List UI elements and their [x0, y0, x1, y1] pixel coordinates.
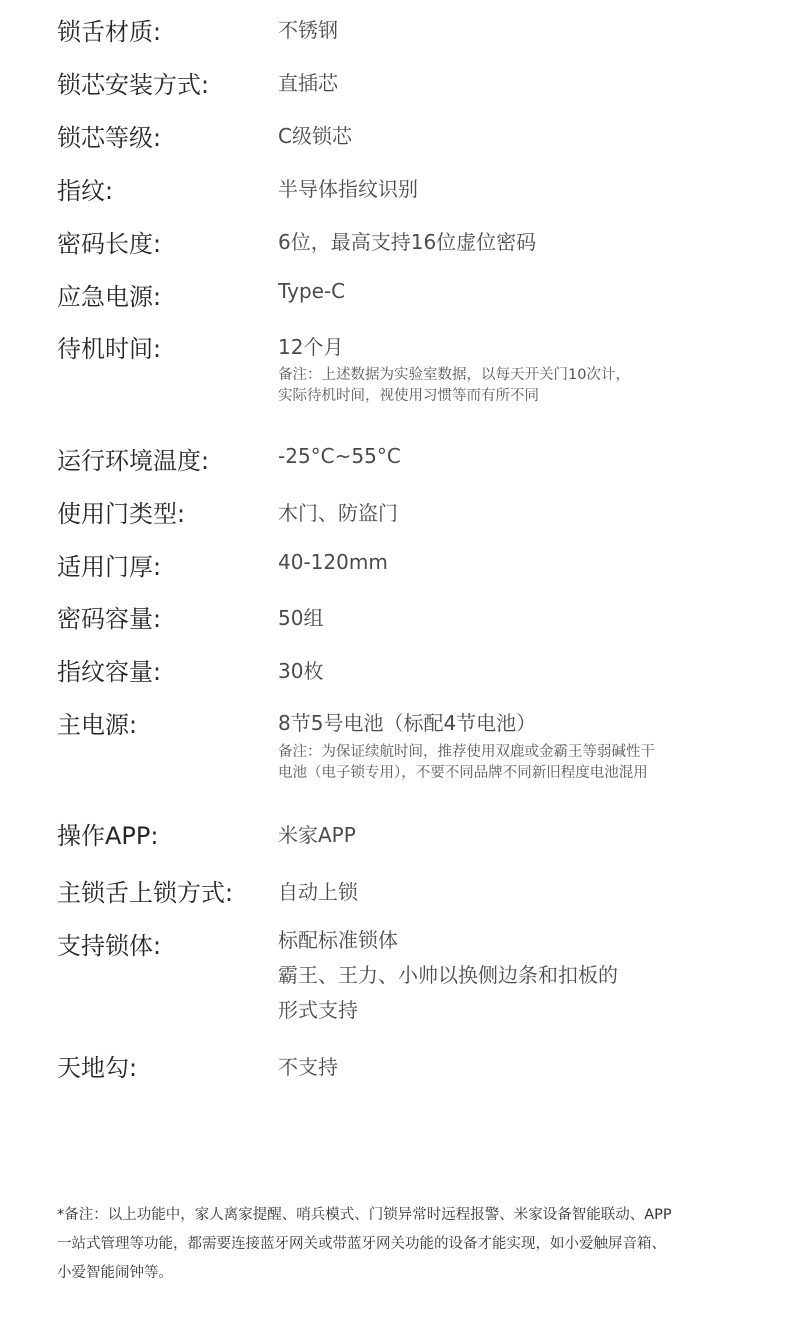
spec-value-main-latch-locking: 自动上锁 — [278, 880, 358, 904]
spec-label-door-type: 使用门类型: — [57, 500, 186, 528]
spec-value-emergency-power: Type-C — [278, 279, 346, 303]
footnote — [57, 1201, 757, 1288]
spec-label-lock-tongue-material: 锁舌材质: — [57, 18, 162, 46]
spec-value-operating-temperature: -25°C~55°C — [278, 444, 401, 468]
note-line: 备注：为保证续航时间，推荐使用双鹿或金霸王等弱碱性干 — [278, 744, 655, 760]
spec-label-top-bottom-hook: 天地勾: — [57, 1054, 138, 1082]
note-line: 备注：上述数据为实验室数据，以每天开关门10次计， — [278, 367, 630, 383]
spec-value-fingerprint: 半导体指纹识别 — [278, 177, 418, 201]
spec-label-main-latch-locking: 主锁舌上锁方式: — [57, 879, 234, 907]
spec-value-cylinder-install: 直插芯 — [278, 71, 338, 95]
spec-label-operating-temperature: 运行环境温度: — [57, 447, 210, 475]
spec-value-password-capacity: 50组 — [278, 606, 324, 630]
spec-value-main-power: 8节5号电池（标配4节电池） — [278, 711, 537, 735]
spec-label-supported-lock-body: 支持锁体: — [57, 932, 162, 960]
spec-label-fingerprint-capacity: 指纹容量: — [57, 658, 162, 686]
spec-value-door-type: 木门、防盗门 — [278, 501, 398, 525]
footnote-line: *备注：以上功能中，家人离家提醒、哨兵模式、门锁异常时远程报警、米家设备智能联动、APP — [57, 1207, 672, 1223]
spec-label-cylinder-grade: 锁芯等级: — [57, 124, 162, 152]
spec-label-emergency-power: 应急电源: — [57, 283, 162, 311]
note-line: 实际待机时间，视使用习惯等而有所不同 — [278, 388, 539, 404]
value-line: 标配标准锁体 — [278, 928, 398, 952]
spec-value-fingerprint-capacity: 30枚 — [278, 659, 324, 683]
spec-label-cylinder-install: 锁芯安装方式: — [57, 71, 210, 99]
spec-value-lock-tongue-material: 不锈钢 — [278, 18, 338, 42]
spec-value-password-length: 6位，最高支持16位虚位密码 — [278, 230, 537, 254]
footnote-line: 一站式管理等功能，都需要连接蓝牙网关或带蓝牙网关功能的设备才能实现，如小爱触屏音箱、 — [57, 1236, 666, 1252]
spec-note-main-power — [278, 742, 748, 784]
spec-label-door-thickness: 适用门厚: — [57, 553, 162, 581]
spec-label-password-capacity: 密码容量: — [57, 605, 162, 633]
value-line: 形式支持 — [278, 998, 358, 1022]
footnote-line: 小爱智能闹钟等。 — [57, 1265, 173, 1281]
spec-label-app: 操作APP: — [57, 822, 159, 850]
spec-value-supported-lock-body — [278, 923, 618, 1028]
spec-label-fingerprint: 指纹: — [57, 177, 114, 205]
note-line: 电池（电子锁专用），不要不同品牌不同新旧程度电池混用 — [278, 765, 648, 781]
value-line: 霸王、王力、小帅以换侧边条和扣板的 — [278, 963, 618, 987]
spec-value-app: 米家APP — [278, 823, 356, 847]
spec-value-cylinder-grade: C级锁芯 — [278, 124, 352, 148]
spec-value-door-thickness: 40-120mm — [278, 550, 388, 574]
spec-value-top-bottom-hook: 不支持 — [278, 1055, 338, 1079]
spec-label-password-length: 密码长度: — [57, 230, 162, 258]
spec-label-standby-time: 待机时间: — [57, 335, 162, 363]
spec-value-standby-time: 12个月 — [278, 335, 344, 359]
spec-note-standby-time — [278, 365, 748, 407]
spec-label-main-power: 主电源: — [57, 711, 138, 739]
